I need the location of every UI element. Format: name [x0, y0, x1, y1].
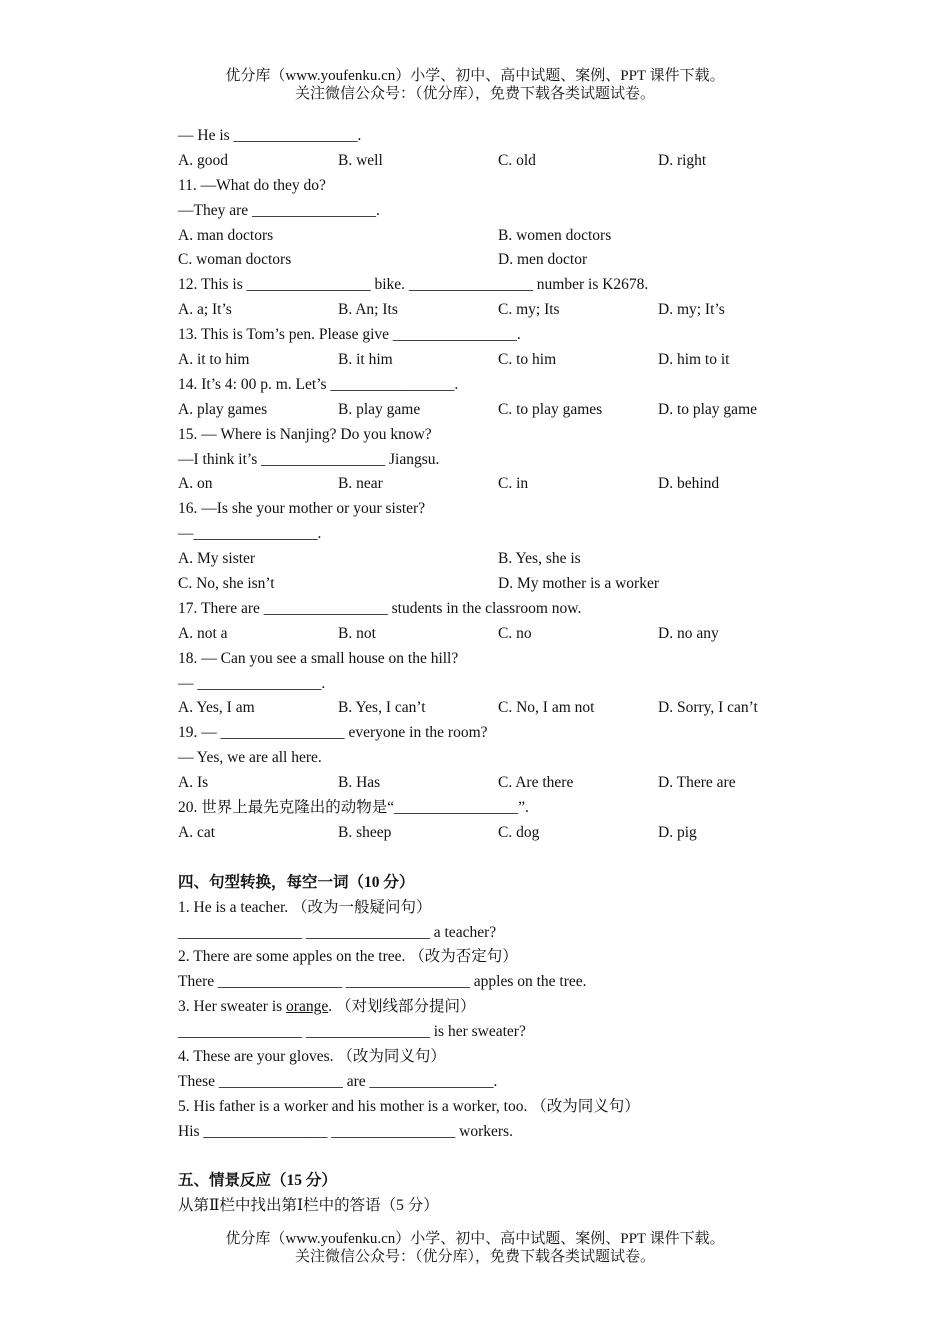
q18-stem-1: 18. — Can you see a small house on the hill? — [178, 649, 459, 667]
option-d: D. no any — [658, 624, 719, 642]
section-5-title: 五、情景反应（15 分） — [178, 1172, 337, 1190]
option-a: A. cat — [178, 823, 216, 841]
page-header — [0, 67, 950, 103]
header-line-1: 优分库（www.youfenku.cn）小学、初中、高中试题、案例、PPT 课件下载。 — [225, 68, 725, 84]
option-a: A. play games — [178, 400, 268, 418]
option-d: D. My mother is a worker — [498, 575, 659, 593]
s4-item-1: 1. He is a teacher. （改为一般疑问句） — [178, 898, 432, 916]
option-d: D. Sorry, I can’t — [658, 699, 758, 717]
option-b: B. An; Its — [338, 301, 398, 319]
option-b: B. Has — [338, 774, 381, 792]
option-b: B. sheep — [338, 823, 392, 841]
option-d: D. him to it — [658, 351, 730, 369]
option-c: C. to play games — [498, 400, 603, 418]
option-a: A. good — [178, 151, 228, 169]
q17-stem: 17. There are ________________ students in the classroom now. — [178, 599, 582, 617]
option-c: C. woman doctors — [178, 251, 292, 269]
option-d: D. behind — [658, 475, 720, 493]
q11-options-row-1 — [178, 224, 818, 249]
q11-options-row-2 — [178, 248, 818, 273]
q15-stem-2: —I think it’s ________________ Jiangsu. — [178, 450, 440, 468]
section-5-subtitle: 从第Ⅱ栏中找出第Ⅰ栏中的答语（5 分） — [178, 1197, 439, 1215]
option-b: B. play game — [338, 400, 421, 418]
q18-stem-2: — ________________. — [178, 674, 326, 692]
q11-stem-2: —They are ________________. — [178, 201, 380, 219]
q16-options-row-1 — [178, 547, 818, 572]
q20-stem: 20. 世界上最先克隆出的动物是“________________”. — [178, 799, 529, 817]
q14-stem: 14. It’s 4: 00 p. m. Let’s ________________. — [178, 375, 459, 393]
option-b: B. it him — [338, 351, 393, 369]
q10-options — [178, 149, 818, 174]
option-a: A. it to him — [178, 351, 250, 369]
header-line-2: 关注微信公众号：（优分库），免费下载各类试题试卷。 — [294, 86, 655, 102]
option-c: C. in — [498, 475, 529, 493]
q11-stem-1: 11. —What do they do? — [178, 176, 326, 194]
footer-line-2: 关注微信公众号：（优分库），免费下载各类试题试卷。 — [294, 1249, 655, 1265]
option-b: B. Yes, she is — [498, 550, 581, 568]
option-d: D. There are — [658, 774, 736, 792]
option-b: B. Yes, I can’t — [338, 699, 426, 717]
q15-options — [178, 472, 818, 497]
option-d: D. pig — [658, 823, 697, 841]
page-footer — [0, 1230, 950, 1266]
s4-item-1-answer: ________________ ________________ a teacher? — [178, 923, 497, 941]
q16-options-row-2 — [178, 572, 818, 597]
q18-options — [178, 696, 818, 721]
q12-stem: 12. This is ________________ bike. ________________ number is K2678. — [178, 276, 649, 294]
option-b: B. near — [338, 475, 383, 493]
s4-item-2-answer: There ________________ ________________ apples on the tree. — [178, 973, 587, 991]
option-c: C. dog — [498, 823, 540, 841]
option-c: C. Are there — [498, 774, 574, 792]
option-a: A. Is — [178, 774, 209, 792]
q14-options — [178, 398, 818, 423]
q16-stem-1: 16. —Is she your mother or your sister? — [178, 500, 426, 518]
option-d: D. right — [658, 151, 707, 169]
s4-item-5-answer: His ________________ ________________ workers. — [178, 1122, 513, 1140]
s4-item-4-answer: These ________________ are ________________. — [178, 1072, 498, 1090]
option-c: C. to him — [498, 351, 557, 369]
spacer — [178, 846, 818, 871]
option-d: D. to play game — [658, 400, 758, 418]
option-c: C. No, I am not — [498, 699, 595, 717]
s4-item-3 — [178, 995, 818, 1020]
s4-item-3-post: . （对划线部分提问） — [328, 998, 476, 1016]
option-c: C. No, she isn’t — [178, 575, 275, 593]
s4-item-3-answer: ________________ ________________ is her sweater? — [178, 1023, 526, 1041]
option-c: C. my; Its — [498, 301, 560, 319]
q16-stem-2: —________________. — [178, 525, 322, 543]
option-a: A. not a — [178, 624, 228, 642]
footer-line-1: 优分库（www.youfenku.cn）小学、初中、高中试题、案例、PPT 课件下载。 — [225, 1231, 725, 1247]
option-a: A. a; It’s — [178, 301, 232, 319]
q17-options — [178, 622, 818, 647]
option-b: B. women doctors — [498, 226, 612, 244]
s4-item-4: 4. These are your gloves. （改为同义句） — [178, 1047, 446, 1065]
option-d: D. my; It’s — [658, 301, 725, 319]
option-a: A. on — [178, 475, 213, 493]
s4-item-3-pre: 3. Her sweater is — [178, 998, 287, 1016]
option-c: C. old — [498, 151, 536, 169]
q19-stem-1: 19. — ________________ everyone in the room? — [178, 724, 488, 742]
option-c: C. no — [498, 624, 532, 642]
q19-stem-2: — Yes, we are all here. — [178, 749, 322, 767]
q10-stem: — He is ________________. — [178, 127, 362, 144]
option-a: A. Yes, I am — [178, 699, 255, 717]
exam-content — [178, 124, 818, 1219]
q19-options — [178, 771, 818, 796]
q15-stem-1: 15. — Where is Nanjing? Do you know? — [178, 425, 432, 443]
q13-options — [178, 348, 818, 373]
section-4-title: 四、句型转换，每空一词（10 分） — [178, 873, 415, 891]
option-a: A. My sister — [178, 550, 256, 568]
q13-stem: 13. This is Tom’s pen. Please give ________________. — [178, 326, 521, 344]
underlined-word: orange — [286, 998, 329, 1016]
option-a: A. man doctors — [178, 226, 274, 244]
option-d: D. men doctor — [498, 251, 588, 269]
option-b: B. well — [338, 151, 383, 169]
s4-item-5: 5. His father is a worker and his mother is a worker, too. （改为同义句） — [178, 1097, 640, 1115]
q20-options — [178, 821, 818, 846]
option-b: B. not — [338, 624, 376, 642]
spacer — [178, 1145, 818, 1170]
s4-item-2: 2. There are some apples on the tree. （改为否定句） — [178, 948, 518, 966]
q12-options — [178, 298, 818, 323]
